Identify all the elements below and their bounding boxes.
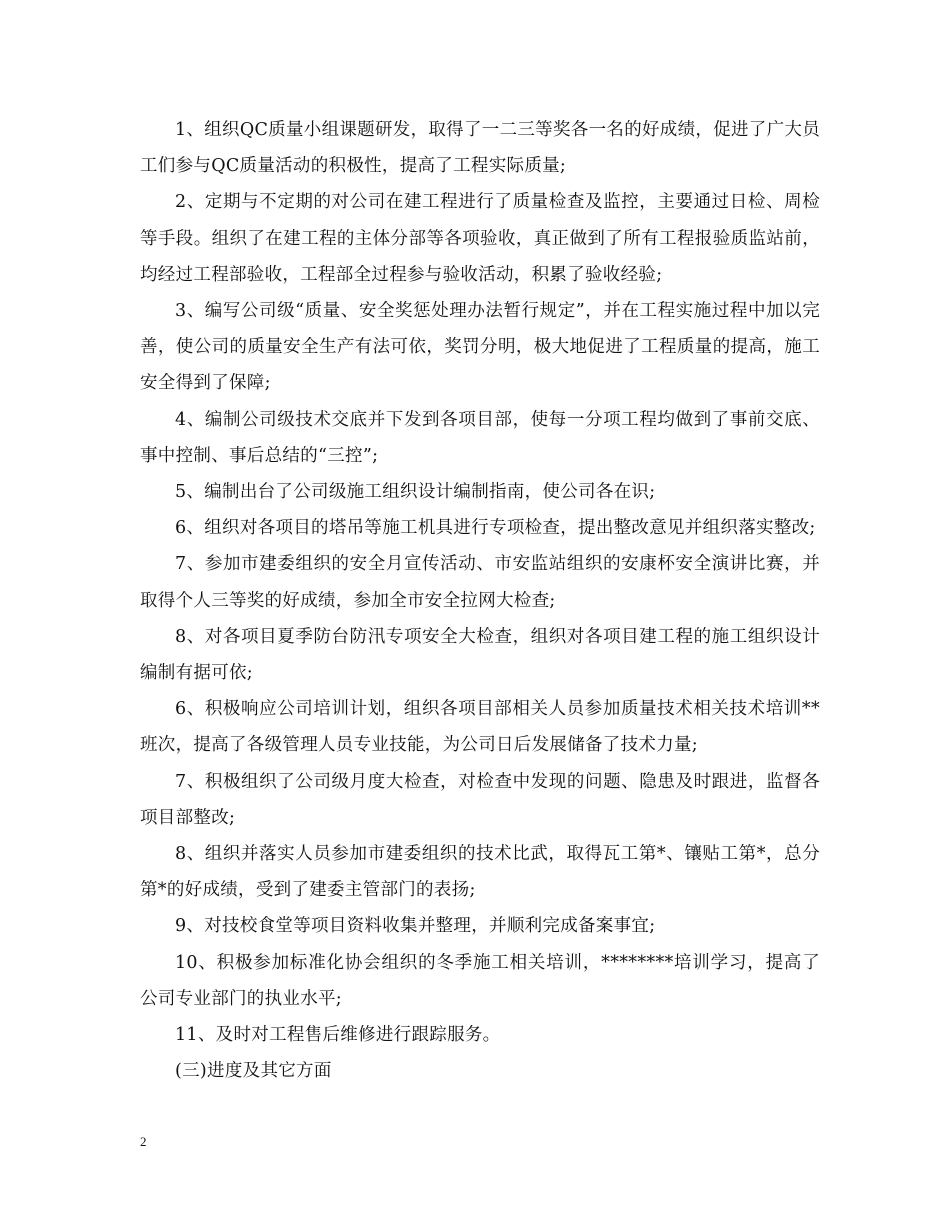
document-body: [140, 112, 820, 1089]
section-heading: (三)进度及其它方面: [175, 1061, 332, 1082]
paragraph-item-3: 3、编写公司级“质量、安全奖惩处理办法暂行规定”，并在工程实施过程中加以完善，使公司的质量安全生产有法可依，奖罚分明，极大地促进了工程质量的提高，施工安全得到了保障;: [140, 301, 820, 394]
paragraph-item-14: 11、及时对工程售后维修进行跟踪服务。: [175, 1025, 501, 1046]
paragraph-item-10: 7、积极组织了公司级月度大检查，对检查中发现的问题、隐患及时跟进，监督各项目部整改;: [140, 771, 820, 828]
paragraph-item-7: 7、参加市建委组织的安全月宣传活动、市安监站组织的安康杯安全演讲比赛，并取得个人三等奖的好成绩，参加全市安全拉网大检查;: [140, 554, 820, 611]
paragraph-item-6: 6、组织对各项目的塔吊等施工机具进行专项检查，提出整改意见并组织落实整改;: [175, 518, 816, 539]
paragraph-item-2: 2、定期与不定期的对公司在建工程进行了质量检查及监控，主要通过日检、周检等手段。组织了在建工程的主体分部等各项验收，真正做到了所有工程报验质监站前，均经过工程部验收，工程部全过程参与验收活动，积累了验收经验;: [140, 192, 820, 285]
page-number: 2: [140, 1134, 147, 1149]
paragraph-item-11: 8、组织并落实人员参加市建委组织的技术比武，取得瓦工第*、镶贴工第*，总分第*的好成绩，受到了建委主管部门的表扬;: [140, 844, 820, 901]
paragraph-item-12: 9、对技校食堂等项目资料收集并整理，并顺利完成备案事宜;: [175, 916, 656, 937]
paragraph-item-13: 10、积极参加标准化协会组织的冬季施工相关培训，********培训学习，提高了公司专业部门的执业水平;: [140, 952, 820, 1009]
paragraph-item-8: 8、对各项目夏季防台防汛专项安全大检查，组织对各项目建工程的施工组织设计编制有据可依;: [140, 626, 820, 684]
paragraph-item-9: 6、积极响应公司培训计划，组织各项目部相关人员参加质量技术相关技术培训**班次，提高了各级管理人员专业技能，为公司日后发展储备了技术力量;: [140, 699, 820, 756]
paragraph-item-4: 4、编制公司级技术交底并下发到各项目部，使每一分项工程均做到了事前交底、事中控制、事后总结的“三控”;: [140, 409, 820, 466]
paragraph-item-5: 5、编制出台了公司级施工组织设计编制指南，使公司各在识;: [175, 482, 656, 503]
paragraph-item-1: 1、组织QC质量小组课题研发，取得了一二三等奖各一名的好成绩，促进了广大员工们参与QC质量活动的积极性，提高了工程实际质量;: [140, 120, 820, 177]
